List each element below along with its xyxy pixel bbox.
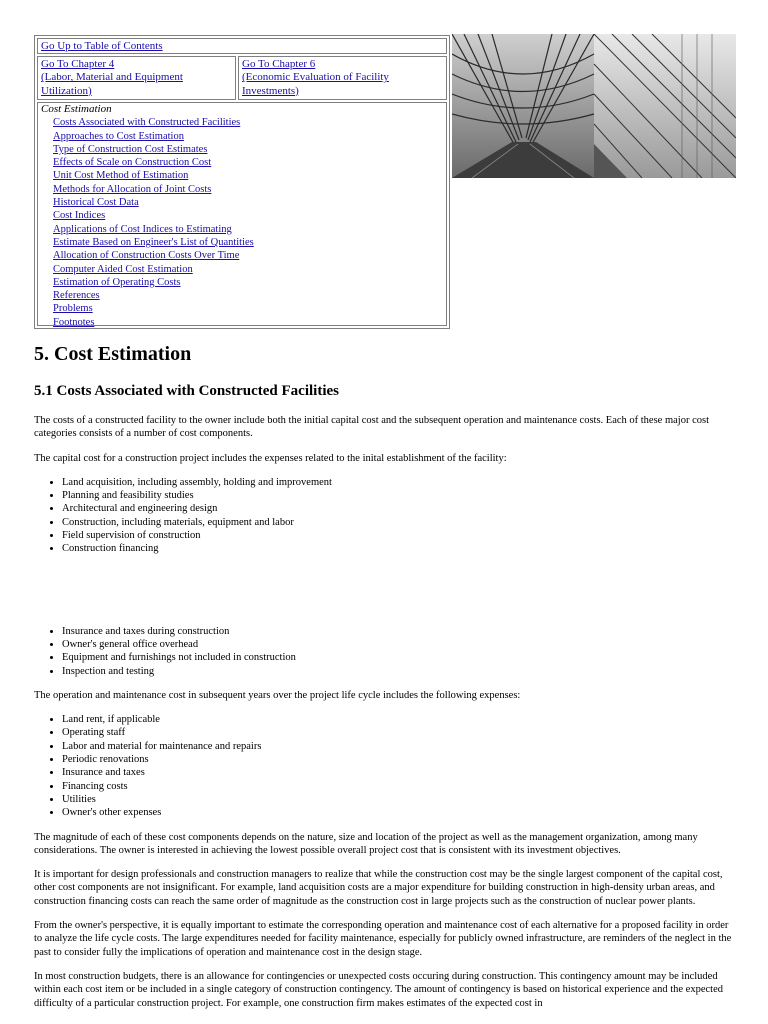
toc-link-cell [37, 38, 447, 54]
list-item: • Equipment and furnishings not included in construction [62, 651, 736, 664]
paragraph: The capital cost for a construction project includes the expenses related to the inital establishment of the facility: [34, 452, 507, 464]
chapter6-link-line2: (Economic Evaluation of Facility Investments) [242, 71, 389, 97]
list-item: • Periodic renovations [62, 753, 736, 766]
list-item: • Utilities [62, 793, 736, 806]
toc-list [41, 116, 443, 329]
list-item: • Construction financing [62, 542, 736, 555]
list-item: • Field supervision of construction [62, 529, 736, 542]
table-of-contents-link[interactable]: Go Up to Table of Contents [41, 40, 163, 52]
list-item: • Insurance and taxes during construction [62, 625, 736, 638]
paragraph: In most construction budgets, there is an allowance for contingencies or unexpected costs occuring during construction. This contingency amount may be included within each cost item or be included in a single category of construction contingency. The amount of contingency is based on historical experience and the expected difficulty of a particular construction project. For example, one construction firm makes estimates of the expected cost in [34, 970, 723, 1009]
toc-link[interactable]: Cost Indices [53, 210, 106, 222]
toc-link[interactable]: Allocation of Construction Costs Over Time [53, 250, 240, 262]
navigation-table [34, 35, 450, 329]
list-item: • Owner's other expenses [62, 806, 736, 819]
paragraph: It is important for design professionals and construction managers to realize that while the construction cost may be the single largest component of the capital cost, other cost components are not insignificant. For example, land acquisition costs are a major expenditure for building construction in high-density urban areas, and construction financing costs can reach the same order of magnitude as the construction cost in large projects such as the construction of nuclear power plants. [34, 869, 723, 907]
chapter4-link-line2: (Labor, Material and Equipment Utilization) [41, 71, 183, 97]
list-item: • Insurance and taxes [62, 766, 736, 779]
list-item: • Financing costs [62, 780, 736, 793]
toc-link[interactable]: References [53, 290, 100, 302]
blank-space [34, 567, 736, 625]
list-item: • Inspection and testing [62, 665, 736, 678]
list-item: • Architectural and engineering design [62, 502, 736, 515]
paragraph: The operation and maintenance cost in subsequent years over the project life cycle includes the following expenses: [34, 689, 521, 701]
list-item: • Owner's general office overhead [62, 638, 736, 651]
toc-link[interactable]: Historical Cost Data [53, 197, 139, 209]
list-item: • Construction, including materials, equipment and labor [62, 516, 736, 529]
paragraph: From the owner's perspective, it is equally important to estimate the corresponding operation and maintenance cost of each alternative for a proposed facility in order to analyze the life cycle costs. The large expenditures needed for facility maintenance, especially for publicly owned infrastructure, are reminders of the neglect in the past to consider fully the implications of operation and maintenance cost in the design stage. [34, 920, 732, 958]
toc-link[interactable]: Effects of Scale on Construction Cost [53, 157, 212, 169]
operation-cost-list [34, 713, 736, 819]
chapter4-link[interactable] [41, 58, 232, 98]
list-item: • Land rent, if applicable [62, 713, 736, 726]
list-item: • Operating staff [62, 726, 736, 739]
chapter-toc [37, 102, 447, 326]
toc-title: Cost Estimation [41, 103, 112, 115]
toc-link[interactable]: Type of Construction Cost Estimates [53, 143, 208, 155]
toc-link[interactable]: Applications of Cost Indices to Estimating [53, 223, 232, 235]
toc-link[interactable]: Computer Aided Cost Estimation [53, 263, 193, 275]
paragraph: The costs of a constructed facility to the owner include both the initial capital cost and the subsequent operation and maintenance costs. Each of these major cost categories consists of a number of cost components. [34, 415, 709, 440]
chapter6-link[interactable] [242, 58, 443, 98]
toc-link[interactable]: Methods for Allocation of Joint Costs [53, 183, 212, 195]
toc-link[interactable]: Problems [53, 303, 93, 315]
toc-link[interactable]: Costs Associated with Constructed Facilities [53, 117, 241, 129]
chapter4-link-cell [37, 56, 236, 100]
chapter6-link-line1: Go To Chapter 6 [242, 58, 316, 70]
list-item: • Labor and material for maintenance and repairs [62, 740, 736, 753]
toc-link[interactable]: Approaches to Cost Estimation [53, 130, 184, 142]
chapter6-link-cell [238, 56, 447, 100]
toc-link[interactable]: Estimation of Operating Costs [53, 276, 181, 288]
toc-link[interactable]: Unit Cost Method of Estimation [53, 170, 189, 182]
section-title: 5.1 Costs Associated with Constructed Facilities [34, 383, 339, 399]
capital-cost-list [34, 476, 736, 556]
list-item: • Planning and feasibility studies [62, 489, 736, 502]
list-item: • Land acquisition, including assembly, holding and improvement [62, 476, 736, 489]
paragraph: The magnitude of each of these cost components depends on the nature, size and location of the project as well as the management organization, among many considerations. The owner is interested in achieving the lowest possible overall project cost that is consistent with its investment objectives. [34, 831, 698, 856]
toc-link[interactable]: Estimate Based on Engineer's List of Quantities [53, 236, 254, 248]
chapter4-link-line1: Go To Chapter 4 [41, 58, 115, 70]
chapter-title: 5. Cost Estimation [34, 343, 192, 365]
main-content [34, 342, 736, 1021]
construction-photo [452, 34, 736, 178]
capital-cost-list-continued [34, 625, 736, 678]
toc-link[interactable]: Footnotes [53, 316, 95, 328]
